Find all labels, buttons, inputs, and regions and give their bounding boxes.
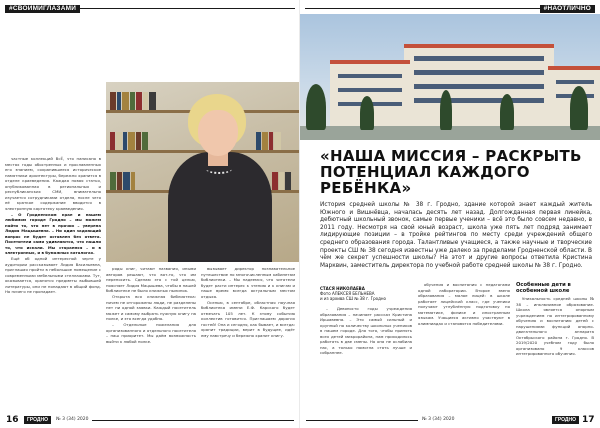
right-footer — [300, 414, 600, 426]
left-col1-para-1: частные коллекций ВсЁ, что написано в местах годы обостренных и прославленных его знанием, сохранившееся историческое памятники архитектуры, бережно хранится в отделе краеведения. Каждая новая статья, опубликованная в региональных и республиканских СМИ, внимательно изучается сотрудниками отдела, после чего её краткое содержание вводится в электронную картотеку краеведения. — [5, 156, 101, 211]
article-lead: История средней школы № 38 г. Гродно, здание которой знает каждый житель Южного и Вишнёвца, началась десять лет назад. Долгожданная первая линейка, дебютный школьный звонок, самые первые ученики – всё это было совсем недавно, в 2011 году. Несмотря на свой юный возраст, школа уже пять лет подряд занимает лидирующие позиции – в тройке рейтингов по месту среди учреждений общего среднего образования города. Талантливые учащиеся, а также научные и творческие проекты СШ № 38 сегодня известны уже далеко за пределами Гродненской области. В чём же секрет успешности школы? На этот и другие вопросы ответила Кристина Марквин, заместитель директора по учебной работе средней школы № 38 г. Гродно. — [320, 202, 592, 269]
right-column-c — [516, 296, 594, 412]
left-col2-para-2: Открыта вся книжная библиотека: ничем не отгорожены люди, не разделены нет ни одной заявки. Каждый посетитель может и самому выбрать нужную книгу на полке, и это всегда удобно. — [106, 294, 196, 321]
left-col3-para-1: вызывает директор познавательное путешествие по многочисленным кабинетам библиотеки. – Мы надеемся, что читатели будет расти интерес к чтению и к книгам и наше время всегда актуальным местом отдыха. — [201, 266, 295, 299]
left-col2-para-1: ряды книг, читают названия, иными авторов решают, что вот-то, что им переносить. Сделаю это с той целью, поясняет Лидия Мацышева, чтобы в нашей библиотеке не было книжных пылинок. — [106, 266, 196, 293]
school-building-photo — [300, 14, 600, 140]
left-col1-para-3: Ещё об одной интересной черте у аудитории рассказывает Лидия Васильевна, приглашая пройти в небольшое помещение с современными мебельными стеллажами. Тут, оказывается, хранятся предметы выбывшей литературы, они не попадают в общий фонд. Но ничего не пропадает. — [5, 256, 101, 294]
left-column-1 — [5, 156, 101, 412]
left-rubric: #СВОИМИГЛАЗАМИ — [5, 5, 80, 13]
right-column-b — [418, 282, 510, 412]
right-col-b-text: обучения и воспитания с педагогами одной лаборатории. Второе звено образования – малое лицей: в школе работает лицейский класс, где ученики получают углублённую подготовку по математике, физике и иностранным языкам. Учащиеся активно участвуют в олимпиадах и становятся победителями. — [418, 282, 510, 326]
left-footer-brand: ГРОДНО — [24, 416, 51, 424]
librarian-portrait-photo — [106, 82, 300, 262]
sidebar-heading: Особенные дети в особенной школе — [516, 282, 571, 294]
right-col-a-text: – Девяносто годы учреждения образования – начинает рассказ Кристина Иршавевна. – Это самый сильный и крупный по количеству школьных учеников в нашем городе. Для того, чтобы принять всех детей микрорайона, нам приходилось работать в две смены. Но она не ослабила нас, а только помогла стать лучше и собраннее. — [320, 306, 412, 355]
right-page-number: 17 — [582, 415, 595, 425]
byline-author: СТАСЯ НИКОЛАЕВА — [320, 286, 365, 291]
right-footer-brand: ГРОДНО — [552, 416, 579, 424]
left-page-number: 16 — [6, 415, 19, 425]
left-column-3 — [201, 266, 295, 412]
right-rubric-rule — [305, 8, 555, 9]
left-footer — [0, 414, 300, 426]
left-col2-para-3: – Отдельные пожелания для организованного и отдельного посетителя – наш приоритет. Мы даём возможность выйти к любой полке. — [106, 322, 196, 344]
byline-photo-credit: Фото АЛЕКСЕЯ БЕЛЬНЕВА — [320, 291, 375, 297]
left-footer-rule — [92, 420, 294, 421]
right-col-c-text: Уникальность средней школы № 38 – инклюзивное образование. Школа является опорным учреждением по интегрированному обучению и воспитанию детей с нарушениями функций опорно-двигательного аппарата Октябрьского района г. Гродно. В 2019/2020 учебном году было организовано 9 классов интегрированного обучения. — [516, 296, 594, 356]
left-column-2 — [106, 266, 196, 412]
right-footer-issue: № 3 (34) 2020 — [422, 417, 455, 422]
right-column-a — [320, 306, 412, 412]
right-page — [300, 0, 600, 428]
left-footer-issue: № 3 (34) 2020 — [56, 417, 89, 422]
article-headline: «НАША МИССИЯ – РАСКРЫТЬ ПОТЕНЦИАЛ КАЖДОГО РЕБЁНКА» — [320, 147, 582, 197]
right-footer-rule — [306, 420, 418, 421]
left-col3-para-2: Осенью, в сентябре, областная научная библиотека имени Е.Ф. Карского будет отмечать 105 лет. К этому событию коллектив готовится. Приглашаем дорогих гостей! Она и сегодня, как бывает, и всегда: хранит традиции, верит в будущее, идёт ему навстречу и бережно хранит книгу. — [201, 299, 295, 338]
article-byline — [320, 286, 396, 302]
left-col1-para-2: – О Гродненском крае и нашем любимом городе Гродно – мы можем найти то, что нет в прочих – уверена Лидия Мацышевна. – Ни один задающий вопрос не будет оставлен без ответа. Посетители сами удивляются, что нашли то, что искали. Мы стараемся – и в электронных, и в бумажных каталогах. — [5, 211, 101, 255]
right-rubric: #НАОТЛИЧНО — [540, 5, 595, 13]
left-rubric-rule — [78, 8, 295, 9]
byline-archive-credit: и из архива СШ № 38 г. Гродно — [320, 296, 386, 302]
